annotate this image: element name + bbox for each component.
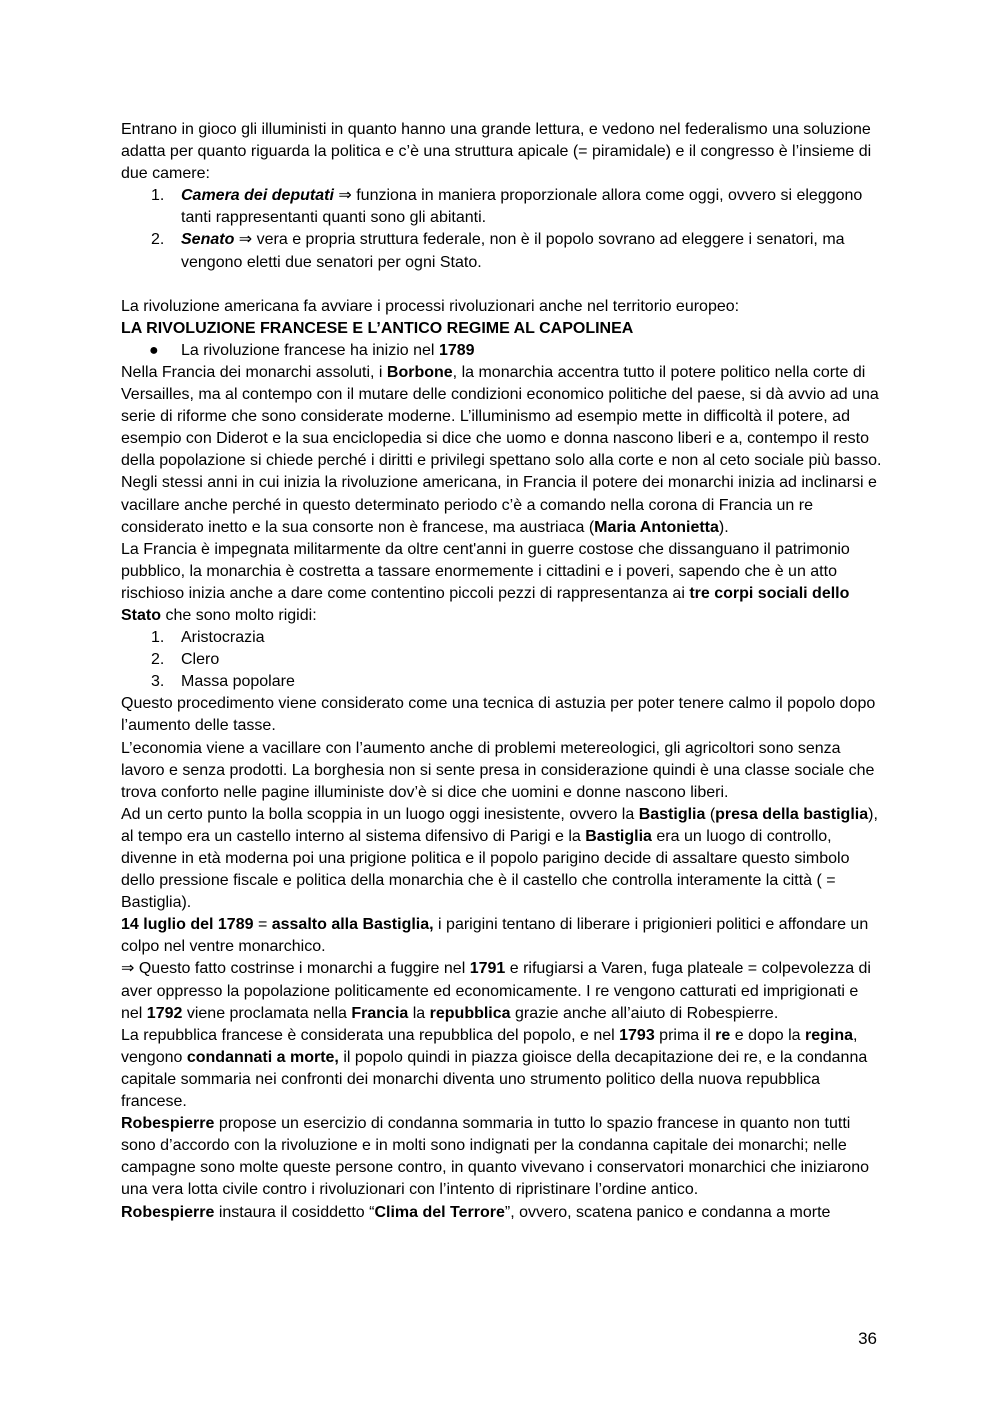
arrow-glyph: ⇒ [234,231,257,249]
paragraph-maria-antonietta: Negli stessi anni in cui inizia la rivoluzione americana, in Francia il potere dei monarchi inizia ad inclinarsi e vacillare anche perché in questo determinato periodo c’è a comando nella corona di Francia un re considerato inetto e la sua consorte non è francese, ma austriaca (Maria Antonietta). [121,474,877,536]
paragraph-terrore: Robespierre instaura il cosiddetto “Clima del Terrore”, ovvero, scatena panico e condanna a morte [121,1203,831,1221]
paragraph-robespierre: Robespierre propose un esercizio di condanna sommaria in tutto lo spazio francese in quanto non tutti sono d’accordo con la rivoluzione e in molti sono indignati per la condanna capitale dei monarchi; nelle campagne sono molte queste persone contro, in quanto vivevano i conservatori monarchici che iniziarono una vera lotta civile contro i rivoluzionari con l’intento di ripristinare l’ordine antico. [121,1115,869,1199]
list-number: 1. [151,187,165,205]
page-number: 36 [858,1329,877,1348]
term-senato: Senato [181,231,235,249]
paragraph-14-luglio: 14 luglio del 1789 = assalto alla Bastiglia, i parigini tentano di liberare i prigionieri politici e affondare un colpo nel ventre monarchico. [121,916,869,956]
paragraph-repubblica: La repubblica francese è considerata una repubblica del popolo, e nel 1793 prima il re e dopo la regina, vengono condannati a morte, il popolo quindi in piazza gioisce della decapitazione dei re, e la condanna capitale sommaria nei confronti dei monarchi diventa uno strumento politico della nuova repubblica francese. [121,1026,868,1111]
paragraph-borbone: Nella Francia dei monarchi assoluti, i Borbone, la monarchia accentra tutto il potere politico nella corte di Versailles, ma al contempo con il mutare delle condizioni economico politiche del paese, si dà avvio ad una serie di riforme che sono considerate moderne. L’illuminismo ad esempio mette in difficoltà il potere, ad esempio con Diderot e la sua enciclopedia si dice che uomo e donna nascono liberi e a, contempo il resto della popolazione si chiede perché i diritti e privilegi spettano solo alla corte e non al ceto sociale più basso. [121,363,882,470]
section-heading: LA RIVOLUZIONE FRANCESE E L’ANTICO REGIME AL CAPOLINEA [121,319,634,337]
list-number: 2. [151,231,165,249]
paragraph-bastiglia: Ad un certo punto la bolla scoppia in un luogo oggi inesistente, ovvero la Bastiglia (presa della bastiglia), al tempo era un castello interno al sistema difensivo di Parigi e la Bastiglia era un luogo di controllo, divenne in età moderna poi una prigione politica e il popolo parigino decide di assaltare questo simbolo dello pressione fiscale e politica della monarchia che è il castello che controlla interamente la città ( = Bastiglia). [121,805,878,912]
list-item-senato [121,229,883,273]
description: vera e propria struttura federale, non è il popolo sovrano ad eleggere i senatori, ma vengono eletti due senatori per ogni Stato. [181,231,845,271]
paragraph-fuga: ⇒ Questo fatto costrinse i monarchi a fuggire nel 1791 e rifugiarsi a Varen, fuga plateale = colpevolezza di aver oppresso la popolazione politicamente ed economicamente. I re vengono catturati ed imprigionati e nel 1792 viene proclamata nella Francia la repubblica grazie anche all’aiuto di Robespierre. [121,960,871,1022]
rivoluzione-intro: La rivoluzione americana fa avviare i processi rivoluzionari anche nel territorio europeo: [121,297,740,315]
paragraph-astuzia: Questo procedimento viene considerato come una tecnica di astuzia per poter tenere calmo il popolo dopo l’aumento delle tasse. [121,695,876,735]
description: funziona in maniera proporzionale allora come oggi, ovvero si eleggono tanti rappresentanti quanti sono gli abitanti. [181,187,863,227]
arrow-glyph: ⇒ [333,187,357,205]
intro-paragraph: Entrano in gioco gli illuministi in quanto hanno una grande lettura, e vedono nel federalismo una soluzione adatta per quanto riguarda la politica e c’è una struttura apicale (= piramidale) e il congresso è l’insieme di due camere: [121,121,872,183]
bullet-item: ● La rivoluzione francese ha inizio nel 1789 [121,340,883,362]
bullet-icon: ● [149,341,159,359]
paragraph-economia: L’economia viene a vacillare con l’aumento anche di problemi metereologici, gli agricoltori sono senza lavoro e senza prodotti. La borghesia non si sente presa in considerazione quindi è una classe sociale che trova conforto nelle pagine illuministe dov’è si dice che uomini e donne nascono liberi. [121,739,875,801]
document-page [121,119,883,1224]
list-item-camera-deputati [121,185,883,229]
list-item-aristocrazia: 1. Aristocrazia [151,629,265,647]
term-camera-deputati: Camera dei deputati [181,187,334,205]
list-item-massa-popolare: 3. Massa popolare [151,673,295,691]
paragraph-tre-corpi: La Francia è impegnata militarmente da oltre cent'anni in guerre costose che dissanguano il patrimonio pubblico, la monarchia è costretta a tassare enormemente i cittadini e i poveri, sapendo che è un atto rischioso inizia anche a dare come contentino piccoli pezzi di rappresentanza ai tre corpi sociali dello Stato che sono molto rigidi: [121,540,850,624]
list-item-clero: 2. Clero [151,651,220,669]
